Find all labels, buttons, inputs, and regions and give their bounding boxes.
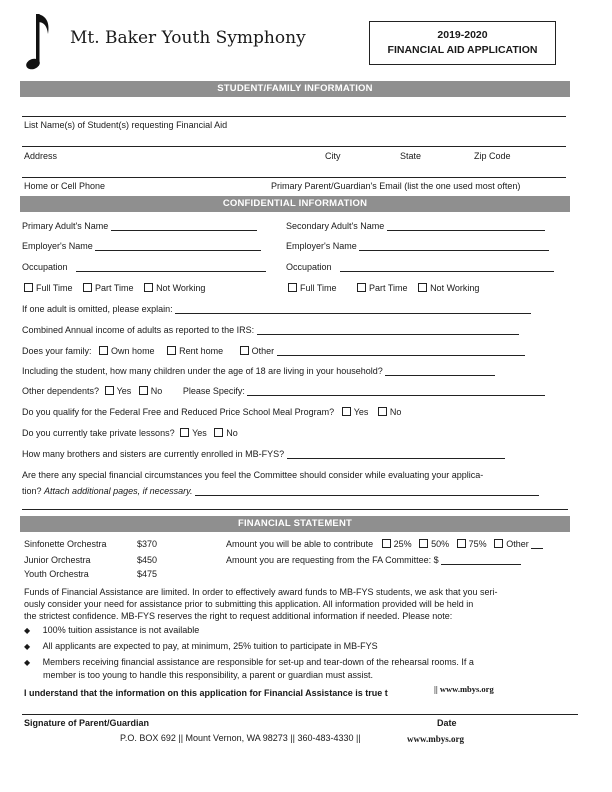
dependents-yes-label: Yes (116, 386, 132, 396)
secondary-adult-text: Secondary Adult's Name (286, 221, 385, 231)
full-time-checkbox-2[interactable] (288, 283, 297, 292)
pct-other-label: Other (506, 539, 529, 549)
footer-website-link[interactable]: www.mbys.org (407, 734, 465, 744)
own-home-checkbox[interactable] (99, 346, 108, 355)
employer-label-2: Employer's Name (286, 241, 357, 251)
dependents-label: Other dependents? (22, 386, 100, 396)
special-circumstances-field-2[interactable] (22, 509, 568, 510)
occupation-row-1 (22, 262, 266, 272)
address-label: Address (24, 151, 58, 161)
contribute-row (226, 539, 543, 549)
not-working-checkbox-2[interactable] (418, 283, 427, 292)
notice-line2: ously consider your need for assistance prior to submitting this application. All information provided will be held in (24, 599, 474, 609)
employer-label: Employer's Name (22, 241, 93, 251)
meal-no-checkbox[interactable] (378, 407, 387, 416)
full-time-label: Full Time (36, 283, 73, 293)
dependents-no-checkbox[interactable] (139, 386, 148, 395)
pct-50-checkbox[interactable] (419, 539, 428, 548)
bullet-3 (24, 657, 474, 667)
dependents-no-label: No (150, 386, 163, 396)
income-label: Combined Annual income of adults as reported to the IRS: (22, 325, 255, 335)
notice-line3: the strictest confidence. MB-FYS reserves the right to request additional information if needed. Please note: (24, 611, 453, 621)
income-field[interactable] (257, 325, 519, 335)
part-time-checkbox-2[interactable] (357, 283, 366, 292)
orchestra-fee-3: $475 (137, 569, 158, 579)
not-working-label-2: Not Working (430, 283, 480, 293)
website-overlay: || www.mbys.org (434, 684, 494, 694)
form-year: 2019-2020 (437, 29, 488, 41)
date-label: Date (437, 718, 457, 728)
understand-statement: I understand that the information on this application for Financial Assistance is true t (24, 688, 388, 698)
zip-label: Zip Code (474, 151, 511, 161)
bullet-2-text: All applicants are expected to pay, at minimum, 25% tuition to participate in MB-FYS (42, 641, 378, 651)
student-names-field[interactable] (22, 146, 566, 147)
music-note-logo-icon (24, 12, 64, 72)
logo (24, 12, 306, 72)
section-header-student: STUDENT/FAMILY INFORMATION (20, 81, 570, 97)
dependents-yes-checkbox[interactable] (105, 386, 114, 395)
full-time-label-2: Full Time (300, 283, 337, 293)
not-working-checkbox[interactable] (144, 283, 153, 292)
lessons-no-label: No (226, 428, 238, 438)
student-names-label: List Name(s) of Student(s) requesting Financial Aid (24, 120, 228, 130)
rent-home-checkbox[interactable] (167, 346, 176, 355)
bullet-2 (24, 641, 378, 651)
lessons-no-checkbox[interactable] (214, 428, 223, 437)
rent-home-label: Rent home (179, 346, 224, 356)
special-prefix: tion? (22, 486, 42, 496)
special-circumstances-field[interactable] (195, 486, 539, 496)
lessons-label: Do you currently take private lessons? (22, 428, 175, 438)
employer-row-2 (286, 241, 549, 251)
pct-other-checkbox[interactable] (494, 539, 503, 548)
other-housing-checkbox[interactable] (240, 346, 249, 355)
primary-adult-text: Primary Adult's Name (22, 221, 109, 231)
org-name: Mt. Baker Youth Symphony (70, 28, 306, 48)
occupation-field-2[interactable] (340, 262, 554, 272)
omitted-label: If one adult is omitted, please explain: (22, 304, 173, 314)
occupation-field-1[interactable] (76, 262, 266, 272)
notice-line1: Funds of Financial Assistance are limited. In order to effectively award funds to MB-FYS students, we ask that you seri- (24, 587, 498, 597)
address-field[interactable] (22, 177, 566, 178)
lessons-yes-label: Yes (192, 428, 207, 438)
orchestra-fee-1: $370 (137, 539, 158, 549)
attach-pages-note: Attach additional pages, if necessary. (44, 486, 193, 496)
primary-adult-field[interactable] (111, 221, 257, 231)
email-label: Primary Parent/Guardian's Email (list the one used most often) (271, 181, 521, 191)
primary-adult-label (22, 221, 257, 231)
part-time-label: Part Time (95, 283, 134, 293)
special-circumstances-line2 (22, 486, 539, 496)
part-time-label-2: Part Time (369, 283, 408, 293)
requesting-label: Amount you are requesting from the FA Committee: $ (226, 555, 439, 565)
section-header-financial: FINANCIAL STATEMENT (20, 516, 570, 532)
occupation-label: Occupation (22, 262, 68, 272)
family-label: Does your family: (22, 346, 92, 356)
signature-line[interactable] (22, 714, 578, 715)
pct-75-checkbox[interactable] (457, 539, 466, 548)
signature-label: Signature of Parent/Guardian (24, 718, 150, 728)
section-header-confidential: CONFIDENTIAL INFORMATION (20, 196, 570, 212)
employment-status-2 (288, 283, 479, 293)
occupation-row-2 (286, 262, 554, 272)
divider (22, 116, 566, 117)
full-time-checkbox[interactable] (24, 283, 33, 292)
orchestra-fee-2: $450 (137, 555, 158, 565)
phone-label: Home or Cell Phone (24, 181, 106, 191)
lessons-row (22, 428, 238, 438)
contribute-label: Amount you will be able to contribute (226, 539, 374, 549)
children-label: Including the student, how many children under the age of 18 are living in your household? (22, 366, 383, 376)
special-circumstances-line1: Are there any special financial circumstances you feel the Committee should consider while evaluating your applica- (22, 470, 484, 480)
income-row (22, 325, 519, 335)
children-row (22, 366, 495, 376)
secondary-adult-field[interactable] (387, 221, 545, 231)
bullet-1-text: 100% tuition assistance is not available (42, 625, 200, 635)
employer-field-1[interactable] (95, 241, 261, 251)
meal-no-label: No (389, 407, 402, 417)
form-title: FINANCIAL AID APPLICATION (387, 44, 538, 56)
siblings-field[interactable] (287, 449, 505, 459)
dependents-row (22, 386, 545, 396)
meal-yes-label: Yes (353, 407, 369, 417)
employment-status-1 (24, 283, 205, 293)
bullet-1 (24, 625, 199, 635)
pct-other-field[interactable] (531, 539, 543, 549)
occupation-label-2: Occupation (286, 262, 332, 272)
bullet-diamond-icon: ◆ (24, 658, 31, 667)
secondary-adult-label (286, 221, 545, 231)
children-field[interactable] (385, 366, 495, 376)
pct-50-label: 50% (431, 539, 450, 549)
other-housing-field[interactable] (277, 346, 525, 356)
city-label: City (325, 151, 341, 161)
omitted-row (22, 304, 531, 314)
meal-program-label: Do you qualify for the Federal Free and Reduced Price School Meal Program? (22, 407, 335, 417)
not-working-label: Not Working (156, 283, 206, 293)
meal-yes-checkbox[interactable] (342, 407, 351, 416)
bullet-3-text: Members receiving financial assistance are responsible for set-up and tear-down of the rehearsal rooms. If a (42, 657, 474, 667)
housing-row (22, 346, 525, 356)
pct-25-checkbox[interactable] (382, 539, 391, 548)
orchestra-name-3: Youth Orchestra (24, 569, 89, 579)
state-label: State (400, 151, 422, 161)
orchestra-name-2: Junior Orchestra (24, 555, 91, 565)
mailing-address: P.O. BOX 692 || Mount Vernon, WA 98273 || 360-483-4330 || (120, 733, 361, 743)
requesting-field[interactable] (441, 555, 521, 565)
part-time-checkbox[interactable] (83, 283, 92, 292)
specify-label: Please Specify: (182, 386, 245, 396)
pct-75-label: 75% (468, 539, 487, 549)
lessons-yes-checkbox[interactable] (180, 428, 189, 437)
other-housing-label: Other (251, 346, 275, 356)
bullet-3-continued: member is too young to handle this responsibility, a parent or guardian must assist. (43, 670, 374, 680)
requesting-row (226, 555, 521, 565)
siblings-row (22, 449, 505, 459)
bullet-diamond-icon: ◆ (24, 642, 31, 651)
own-home-label: Own home (111, 346, 155, 356)
orchestra-name-1: Sinfonette Orchestra (24, 539, 107, 549)
omitted-field[interactable] (175, 304, 531, 314)
siblings-label: How many brothers and sisters are currently enrolled in MB-FYS? (22, 449, 285, 459)
employer-field-2[interactable] (359, 241, 549, 251)
specify-field[interactable] (247, 386, 545, 396)
employer-row-1 (22, 241, 261, 251)
bullet-diamond-icon: ◆ (24, 626, 31, 635)
title-box (369, 21, 556, 65)
pct-25-label: 25% (393, 539, 412, 549)
meal-program-row (22, 407, 401, 417)
